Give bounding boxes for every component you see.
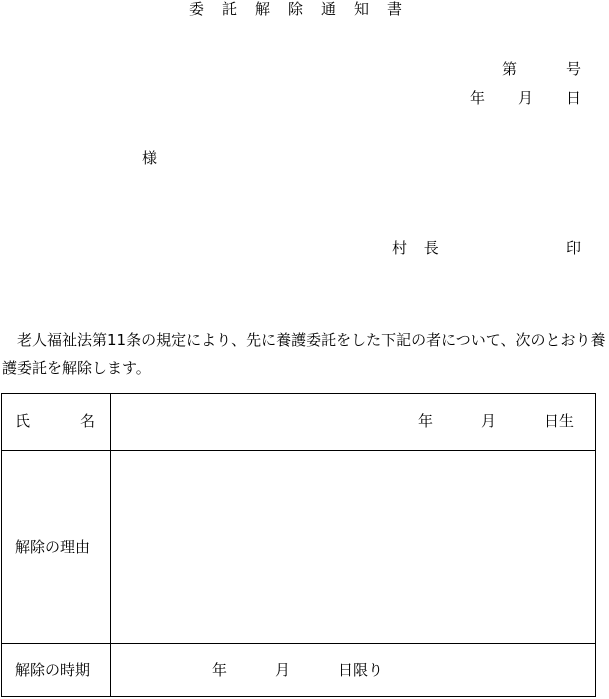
date-day: 日 bbox=[566, 89, 582, 107]
timing-day-label: 日限り bbox=[338, 661, 384, 679]
date-year: 年 bbox=[470, 89, 486, 107]
body-paragraph: 老人福祉法第11条の規定により、先に養護委託をした下記の者について、次のとおり養護委託を解除します。 bbox=[2, 331, 606, 377]
birth-day-label: 日生 bbox=[544, 412, 575, 430]
document-title: 委託解除通知書 bbox=[188, 0, 420, 18]
timing-label: 解除の時期 bbox=[15, 661, 91, 679]
timing-month-label: 月 bbox=[275, 661, 291, 679]
number-prefix: 第 bbox=[502, 60, 518, 78]
details-table bbox=[1, 393, 596, 697]
reason-label: 解除の理由 bbox=[15, 538, 91, 556]
table-row-divider-2 bbox=[2, 643, 595, 644]
table-column-divider bbox=[110, 394, 111, 696]
addressee-honorific: 様 bbox=[142, 149, 158, 167]
table-row-divider-1 bbox=[2, 450, 595, 451]
name-label-first: 氏 bbox=[15, 412, 31, 430]
sender-title: 村 長 bbox=[392, 239, 445, 257]
birth-month-label: 月 bbox=[481, 412, 497, 430]
name-label-second: 名 bbox=[80, 412, 96, 430]
timing-year-label: 年 bbox=[212, 661, 228, 679]
date-month: 月 bbox=[518, 89, 534, 107]
number-suffix: 号 bbox=[566, 60, 582, 78]
seal-mark: 印 bbox=[566, 239, 582, 257]
birth-year-label: 年 bbox=[418, 412, 434, 430]
